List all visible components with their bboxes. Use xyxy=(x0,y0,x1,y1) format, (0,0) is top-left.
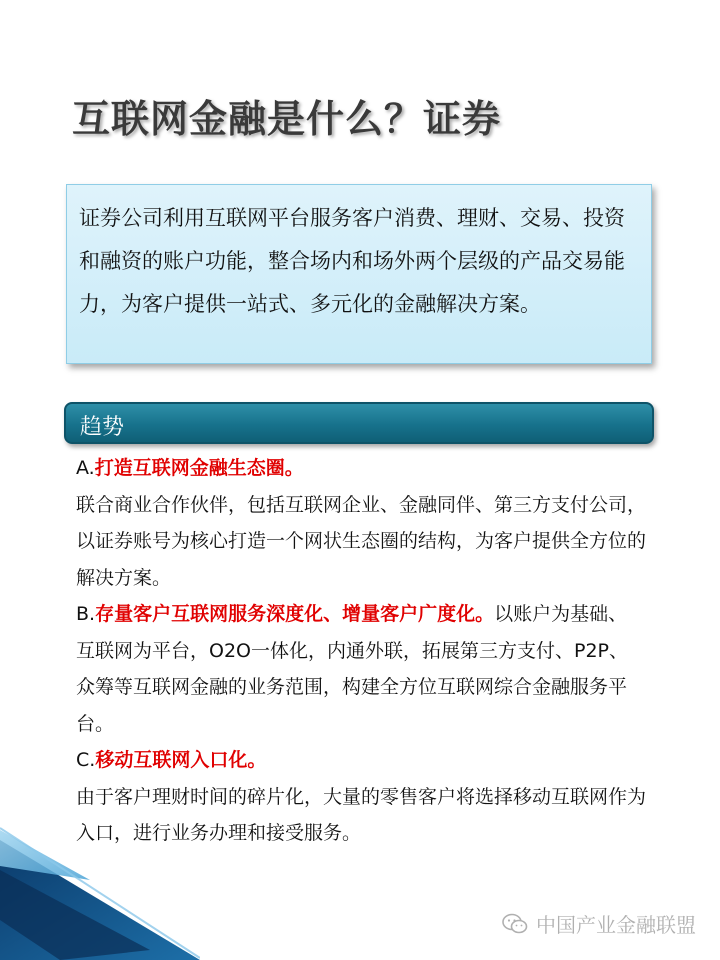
section-a-body: 联合商业合作伙伴，包括互联网企业、金融同伴、第三方支付公司，以证券账号为核心打造一个网状生态圈的结构，为客户提供全方位的解决方案。 xyxy=(76,493,647,589)
trend-content xyxy=(76,450,646,852)
section-a-prefix: A. xyxy=(76,457,95,479)
section-a-highlight: 打造互联网金融生态圈。 xyxy=(94,457,304,479)
wechat-icon xyxy=(502,913,528,935)
watermark-text: 中国产业金融联盟 xyxy=(536,913,696,937)
section-c-body: 由于客户理财时间的碎片化，大量的零售客户将选择移动互联网作为入口，进行业务办理和接受服务。 xyxy=(76,785,647,844)
section-b-paragraph xyxy=(76,596,646,742)
section-b-highlight: 存量客户互联网服务深度化、增量客户广度化。 xyxy=(95,603,495,625)
trend-label: 趋势 xyxy=(80,415,125,440)
section-c-heading xyxy=(76,742,646,779)
section-c-prefix: C. xyxy=(76,749,96,771)
section-b-prefix: B. xyxy=(76,603,96,625)
trend-header-bar xyxy=(64,402,654,444)
section-a-heading xyxy=(76,450,646,487)
section-b-text: 以账户为基础、互联网为平台，O2O一体化，内通外联，拓展第三方支付、P2P、众筹等互联网金融的业务范围，构建全方位互联网综合金融服务平台。 xyxy=(76,603,629,735)
section-c-highlight: 移动互联网入口化。 xyxy=(95,749,267,771)
definition-text: 证券公司利用互联网平台服务客户消费、理财、交易、投资和融资的账户功能，整合场内和场外两个层级的产品交易能力，为客户提供一站式、多元化的金融解决方案。 xyxy=(79,206,625,316)
corner-decoration xyxy=(0,800,200,960)
definition-box xyxy=(66,184,652,364)
page-title: 互联网金融是什么？证券 xyxy=(72,97,502,141)
watermark xyxy=(502,909,696,938)
